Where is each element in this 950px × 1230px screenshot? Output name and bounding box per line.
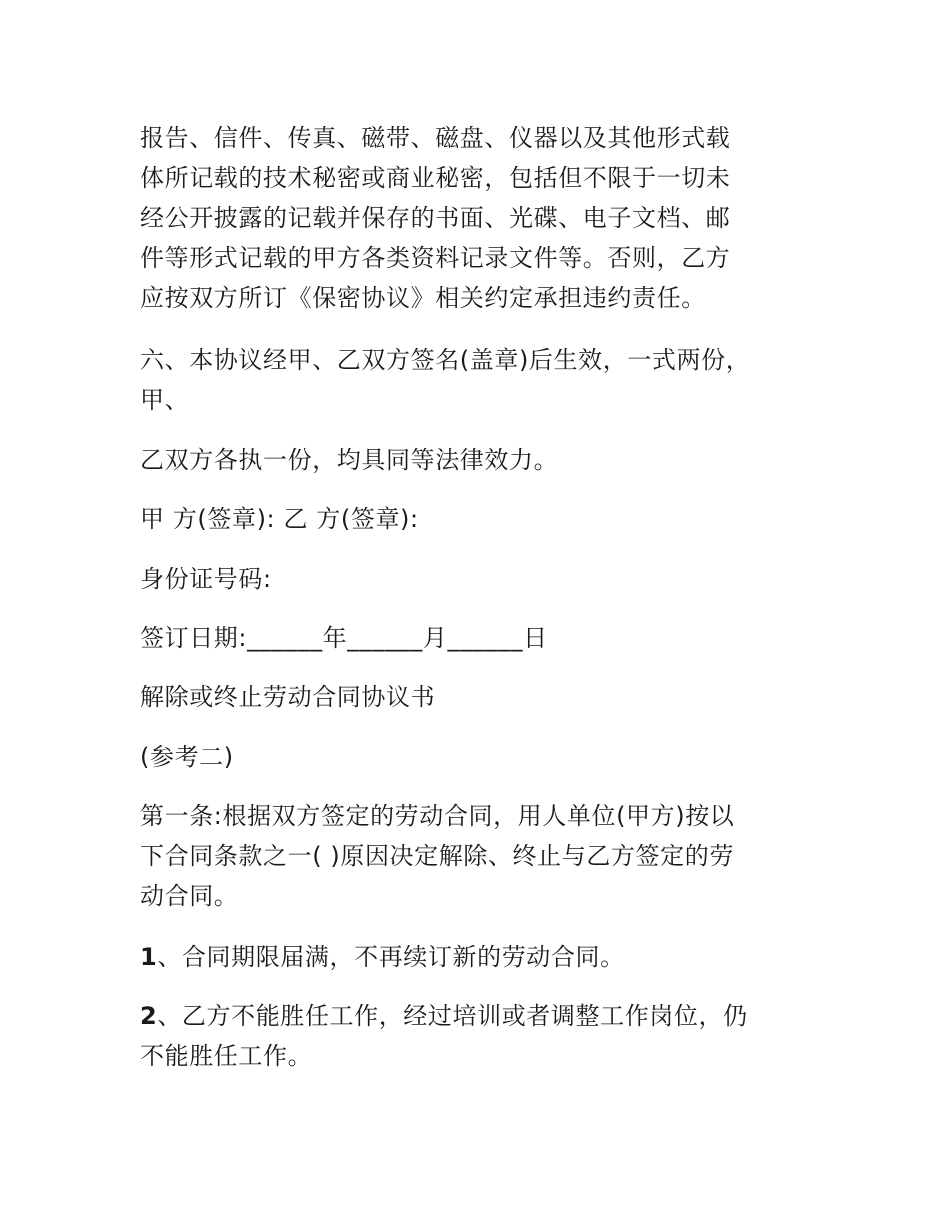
effective-clause-paragraph	[140, 340, 820, 420]
text-line: (参考二)	[140, 743, 234, 771]
text-line: 体所记载的技术秘密或商业秘密，包括但不限于一切未	[140, 164, 731, 192]
reference-label	[140, 737, 820, 777]
clause-text: 、合同期限届满，不再续订新的劳动合同。	[157, 943, 625, 971]
text-line: 件等形式记载的甲方各类资料记录文件等。否则，乙方	[140, 244, 731, 272]
text-line: 应按双方所订《保密协议》相关约定承担违约责任。	[140, 284, 706, 312]
text-line: 甲、	[140, 386, 190, 414]
text-line: 动合同。	[140, 882, 239, 910]
clause-item-1	[140, 937, 820, 977]
confidentiality-paragraph	[140, 118, 820, 318]
text-line: 签订日期:______年______月______日	[140, 624, 548, 652]
document-title	[140, 677, 820, 717]
text-line: 不能胜任工作。	[140, 1042, 313, 1070]
text-line: 身份证号码:	[140, 565, 272, 593]
text-line: 解除或终止劳动合同协议书	[140, 683, 436, 711]
signing-date-line	[140, 618, 820, 658]
clause-number: 1	[140, 943, 158, 971]
text-line	[140, 937, 820, 977]
clause-item-2	[140, 996, 820, 1076]
text-line: 第一条:根据双方签定的劳动合同，用人单位(甲方)按以	[140, 802, 735, 830]
clause-number: 2	[140, 1002, 158, 1030]
text-line: 经公开披露的记载并保存的书面、光碟、电子文档、邮	[140, 204, 731, 232]
text-line: 乙双方各执一份，均具同等法律效力。	[140, 446, 559, 474]
text-line: 报告、信件、传真、磁带、磁盘、仪器以及其他形式载	[140, 124, 731, 152]
signature-line	[140, 499, 820, 539]
legal-effect-paragraph	[140, 440, 820, 480]
text-line: 六、本协议经甲、乙双方签名(盖章)后生效，一式两份，	[140, 346, 751, 374]
text-line: 甲 方(签章): 乙 方(签章):	[140, 505, 419, 533]
clause-text: 、乙方不能胜任工作，经过培训或者调整工作岗位，仍	[157, 1002, 748, 1030]
article-one-paragraph	[140, 796, 820, 916]
text-line: 下合同条款之一( )原因决定解除、终止与乙方签定的劳	[140, 842, 734, 870]
text-line	[140, 996, 820, 1036]
id-number-line	[140, 559, 820, 599]
